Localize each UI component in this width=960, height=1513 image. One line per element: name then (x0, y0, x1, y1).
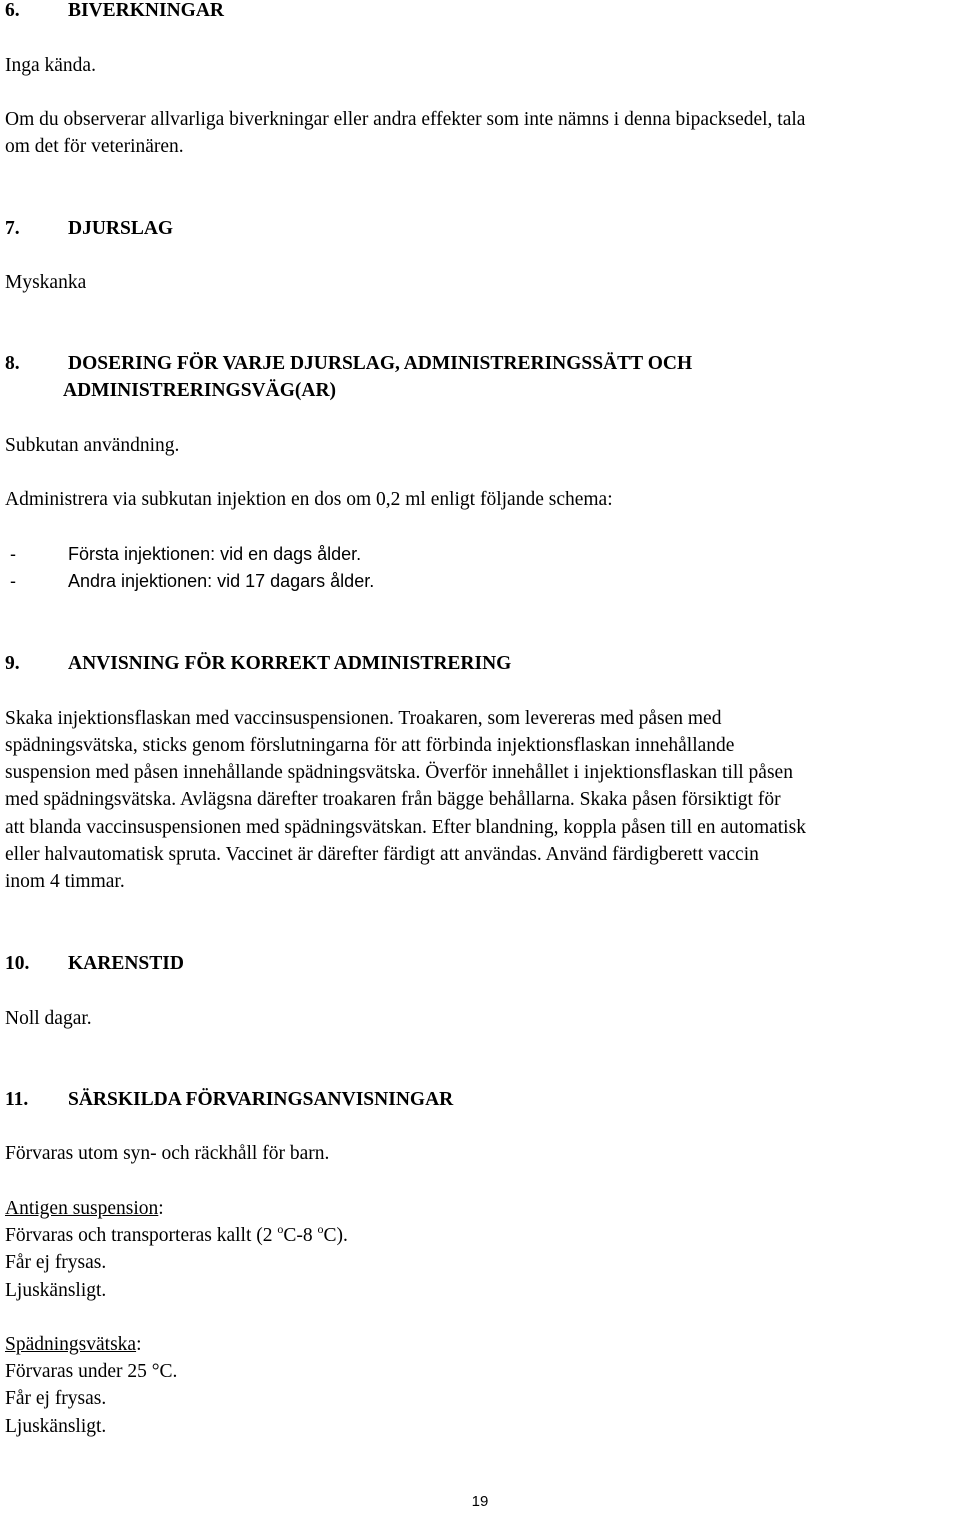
paragraph-line: Skaka injektionsflaskan med vaccinsuspensionen. Troakaren, som levereras med påsen med (5, 708, 722, 729)
section-11-heading (5, 1086, 454, 1113)
paragraph: Subkutan användning. (5, 435, 180, 456)
paragraph: Myskanka (5, 272, 87, 293)
section-7-heading (5, 215, 174, 242)
section-10-heading (5, 950, 184, 977)
list-item-text: Andra injektionen: vid 17 dagars ålder. (68, 571, 375, 591)
paragraph-line: Får ej frysas. (5, 1388, 107, 1409)
subheading-colon: : (158, 1198, 164, 1219)
subheading-colon: : (136, 1334, 142, 1355)
paragraph: Inga kända. (5, 55, 96, 76)
subheading-antigen (5, 1195, 164, 1222)
subheading-diluent (5, 1331, 142, 1358)
section-number: 10. (5, 953, 30, 974)
section-6-heading (5, 0, 225, 24)
list-item-text: Första injektionen: vid en dags ålder. (68, 544, 362, 564)
paragraph-line: om det för veterinären. (5, 136, 184, 157)
degree-superscript: o (317, 1222, 324, 1236)
paragraph-line: Får ej frysas. (5, 1252, 107, 1273)
section-number: 7. (5, 218, 20, 239)
section-title: DJURSLAG (68, 218, 174, 239)
list-dash: - (10, 544, 16, 564)
section-title: KARENSTID (68, 953, 184, 974)
degree-superscript: o (277, 1222, 284, 1236)
section-9-heading (5, 650, 512, 677)
text-segment: C). (323, 1225, 348, 1246)
paragraph: Förvaras utom syn- och räckhåll för barn. (5, 1143, 330, 1164)
paragraph: Administrera via subkutan injektion en dos om 0,2 ml enligt följande schema: (5, 489, 613, 510)
text-segment: Förvaras och transporteras kallt (2 (5, 1225, 278, 1246)
paragraph-line: suspension med påsen innehållande spädningsvätska. Överför innehållet i injektionsflaskan till påsen (5, 762, 793, 783)
paragraph-line: med spädningsvätska. Avlägsna därefter troakaren från bägge behållarna. Skaka påsen försiktigt för (5, 789, 781, 810)
paragraph-line: att blanda vaccinsuspensionen med spädningsvätskan. Efter blandning, koppla påsen till en automatisk (5, 817, 806, 838)
section-title: SÄRSKILDA FÖRVARINGSANVISNINGAR (68, 1089, 454, 1110)
paragraph-line: Förvaras under 25 °C. (5, 1361, 178, 1382)
paragraph-line: eller halvautomatisk spruta. Vaccinet är därefter färdigt att användas. Använd färdigberett vaccin (5, 844, 759, 865)
section-title: DOSERING FÖR VARJE DJURSLAG, ADMINISTRERINGSSÄTT OCH (68, 353, 693, 374)
paragraph: Noll dagar. (5, 1008, 92, 1029)
section-number: 8. (5, 353, 20, 374)
section-8-heading (5, 350, 693, 377)
section-title: BIVERKNINGAR (68, 0, 225, 21)
section-number: 11. (5, 1089, 29, 1110)
paragraph-line: Ljuskänsligt. (5, 1280, 107, 1301)
text-segment: C-8 (283, 1225, 318, 1246)
section-title-continued: ADMINISTRERINGSVÄG(AR) (63, 380, 337, 401)
storage-temperature-line (5, 1222, 348, 1249)
paragraph-line: Ljuskänsligt. (5, 1416, 107, 1437)
paragraph-line: inom 4 timmar. (5, 871, 125, 892)
section-number: 6. (5, 0, 20, 21)
list-dash: - (10, 571, 16, 591)
page-number: 19 (471, 1493, 489, 1510)
subheading-text: Antigen suspension (5, 1198, 159, 1219)
paragraph-line: spädningsvätska, sticks genom förslutningarna för att förbinda injektionsflaskan innehållande (5, 735, 735, 756)
paragraph-line: Om du observerar allvarliga biverkningar eller andra effekter som inte nämns i denna bipacksedel, tala (5, 109, 806, 130)
subheading-text: Spädningsvätska (5, 1334, 137, 1355)
section-title: ANVISNING FÖR KORREKT ADMINISTRERING (68, 653, 512, 674)
section-number: 9. (5, 653, 20, 674)
